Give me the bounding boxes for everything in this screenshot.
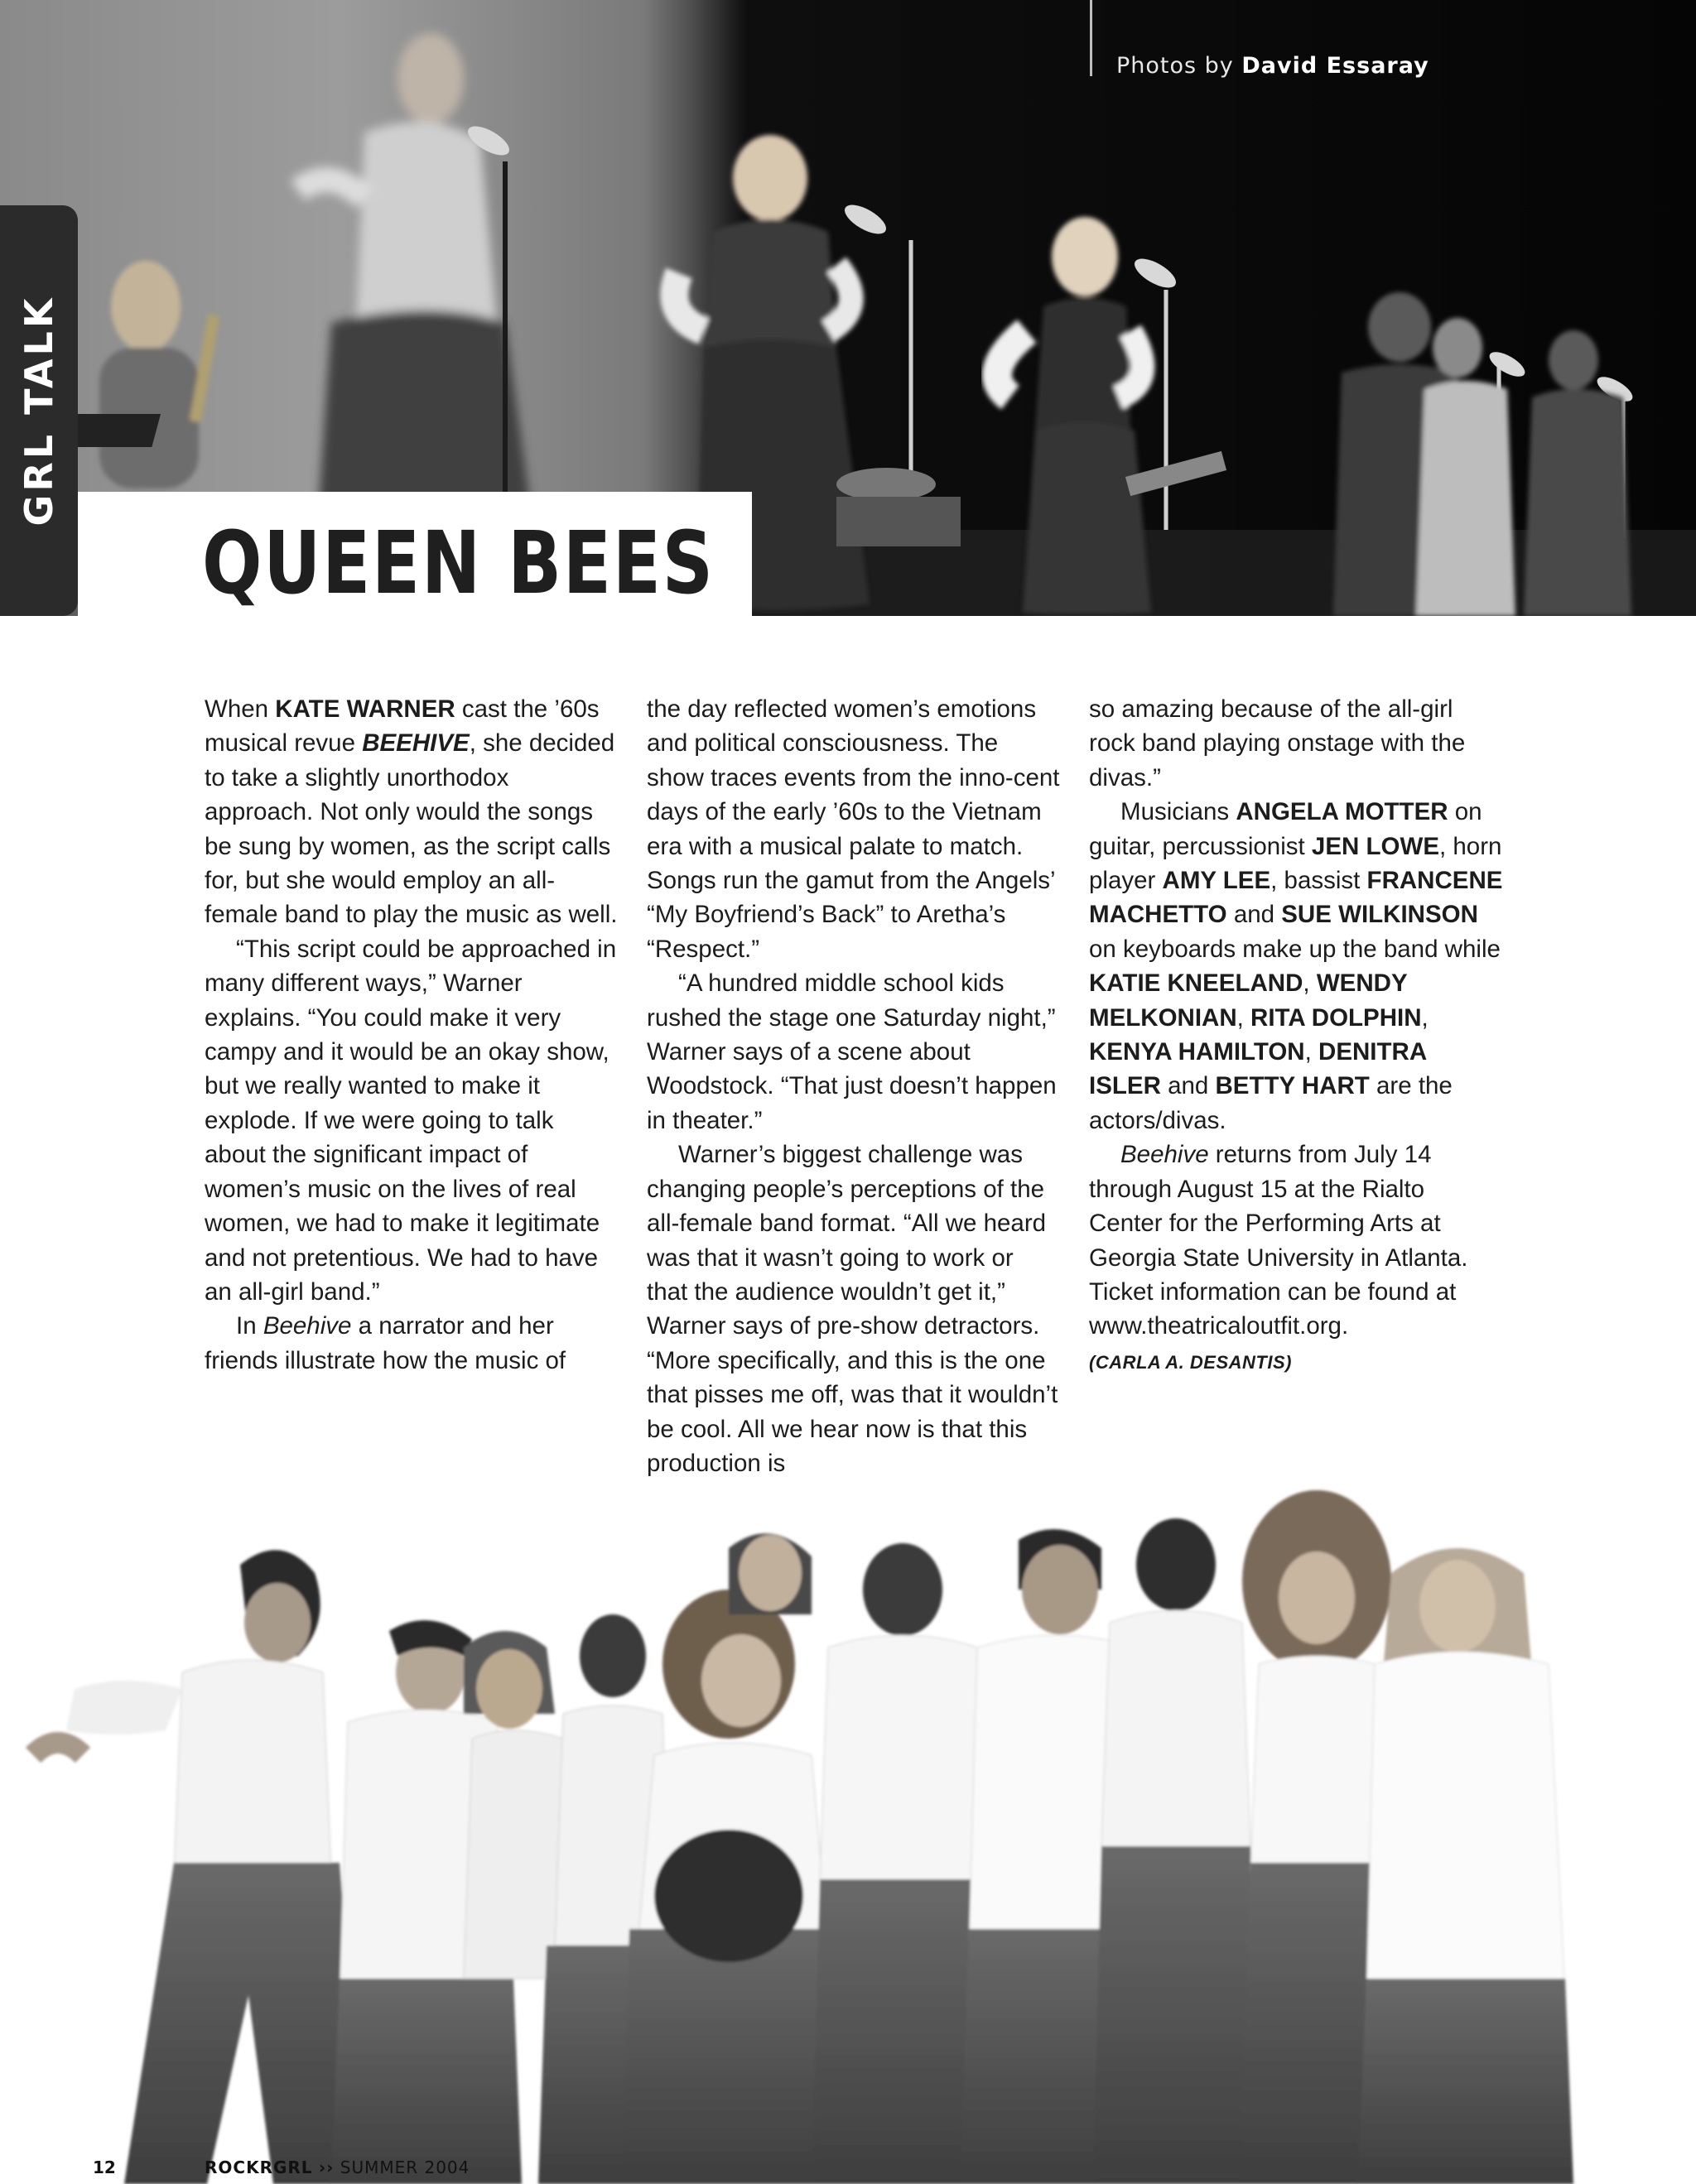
photo-credit: Photos by David Essaray bbox=[1116, 53, 1429, 79]
paragraph: Musicians ANGELA MOTTER on guitar, percussionist JEN LOWE, horn player AMY LEE, bassist FRANCENE MACHETTO and SUE WILKINSON on keyboards make up the band while KATIE KNEELAND, WENDY MELKONIAN, RITA DOLPHIN, KENYA HAMILTON, DENITRA ISLER and BETTY HART are the actors/divas. bbox=[1089, 798, 1503, 1134]
section-tab bbox=[0, 205, 78, 616]
paragraph: Warner’s biggest challenge was changing people’s perceptions of the all-female band format. “All we heard was that it wasn’t going to work or that the audience wouldn’t get it,” Warner says of pre-show detractors. “More specifically, and this is the one that pisses me off, was that it wouldn’t be cool. All we hear now is that this production is bbox=[647, 1141, 1058, 1477]
paragraph: When KATE WARNER cast the ’60s musical revue BEEHIVE, she decided to take a slightly unorthodox approach. Not only would the songs be sung by women, as the script calls for, but she would employ an all-female band to play the music as well. bbox=[205, 695, 618, 929]
saxophonist-figure bbox=[99, 261, 219, 488]
paragraph: so amazing because of the all-girl rock band playing onstage with the divas.” bbox=[1089, 695, 1466, 791]
cast-member-11 bbox=[1358, 1548, 1573, 2184]
cast-member-5 bbox=[621, 1590, 845, 2184]
paragraph: “This script could be approached in many different ways,” Warner explains. “You could make it very campy and it would be an okay show, but we really wanted to make it explode. If we were going to talk about the significant impact of women’s music on the lives of real women, we had to make it legitimate and not pretentious. We had to have an all-girl band.” bbox=[205, 935, 617, 1306]
article-column-2 bbox=[647, 692, 1061, 1480]
paragraph: In Beehive a narrator and her friends illustrate how the music of bbox=[205, 1312, 566, 1374]
cast-group-photo bbox=[0, 1482, 1696, 2184]
cast-group-illustration bbox=[0, 1482, 1696, 2184]
photographer-name: David Essaray bbox=[1241, 53, 1429, 79]
cast-member-9 bbox=[1093, 1518, 1259, 2184]
drum-kit bbox=[836, 468, 961, 546]
page-number: 12 bbox=[93, 2158, 116, 2177]
paragraph: “A hundred middle school kids rushed the stage one Saturday night,” Warner says of a scene about Woodstock. “That just doesn’t happen in theater.” bbox=[647, 969, 1057, 1134]
title-box bbox=[78, 492, 752, 618]
paragraph: the day reflected women’s emotions and political consciousness. The show traces events from the inno-cent days of the early ’60s to the Vietnam era with a musical palate to match. Songs run the gamut from the Angels’ “My Boyfriend’s Back” to Aretha’s “Respect.” bbox=[647, 695, 1060, 963]
backup-singer-figures bbox=[1333, 292, 1631, 616]
article-column-1 bbox=[205, 692, 619, 1378]
dancer-figure-1 bbox=[298, 33, 538, 571]
article-title: QUEEN BEES bbox=[202, 512, 715, 613]
cast-member-1 bbox=[33, 1550, 364, 2184]
section-label: GRL TALK bbox=[17, 295, 61, 527]
paragraph: Beehive returns from July 14 through August 15 at the Rialto Center for the Performing Arts at Georgia State University in Atlanta. Ticket information can be found at www.theatricaloutfit.org. bbox=[1089, 1141, 1468, 1340]
running-footer: ROCKRGRL ›› SUMMER 2004 bbox=[205, 2158, 470, 2177]
cast-member-6 bbox=[729, 1533, 812, 1614]
article-column-3 bbox=[1089, 692, 1503, 1379]
credit-divider bbox=[1090, 0, 1092, 76]
byline: (CARLA A. DESANTIS) bbox=[1089, 1351, 1292, 1373]
